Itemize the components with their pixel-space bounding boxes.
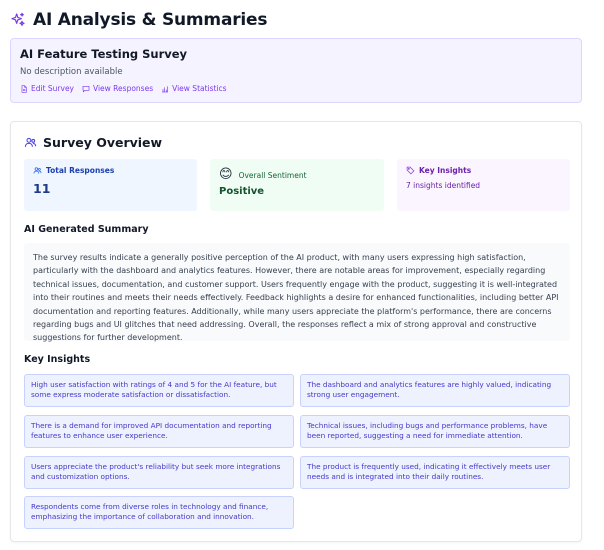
sentiment-value: Positive bbox=[219, 186, 265, 197]
ai-summary-heading: AI Generated Summary bbox=[24, 224, 149, 235]
document-icon bbox=[20, 85, 28, 93]
insight-item: There is a demand for improved API documentation and reporting features to enhance user experience. bbox=[24, 415, 294, 448]
key-insights-heading: Key Insights bbox=[24, 354, 91, 365]
key-insights-count: 7 insights identified bbox=[406, 181, 481, 190]
message-icon bbox=[82, 85, 90, 93]
survey-description: No description available bbox=[20, 67, 123, 77]
insight-item: Respondents come from diverse roles in technology and finance, emphasizing the importance of collaboration and innovation. bbox=[24, 496, 294, 529]
total-responses-label-row bbox=[33, 166, 188, 175]
survey-info-card bbox=[10, 38, 582, 103]
view-statistics-link[interactable] bbox=[161, 84, 226, 94]
tag-icon bbox=[406, 166, 415, 175]
key-insights-stat bbox=[397, 159, 570, 211]
page-title: AI Analysis & Summaries bbox=[33, 10, 268, 30]
view-responses-label: View Responses bbox=[93, 84, 154, 93]
survey-name: AI Feature Testing Survey bbox=[20, 47, 188, 61]
sparkles-icon bbox=[10, 12, 26, 28]
total-responses-stat bbox=[24, 159, 197, 211]
smiling-face-icon: 😊 bbox=[219, 167, 233, 182]
insight-item: Technical issues, including bugs and performance problems, have been reported, suggesting a need for immediate attention. bbox=[300, 415, 570, 448]
overview-header bbox=[24, 135, 162, 150]
survey-overview-card bbox=[10, 121, 582, 542]
sentiment-label: Overall Sentiment bbox=[238, 170, 307, 180]
total-responses-label: Total Responses bbox=[46, 166, 115, 175]
ai-summary-text: The survey results indicate a generally positive perception of the AI product, with many users expressing high satisfaction, particularly with the dashboard and analytics features. However, there are notable areas for improvement, especially regarding technical issues, documentation, and customer support. Users frequently engage with the product, suggesting it is well-integrated into their routines and meets their needs effectively. Feedback highlights a desire for enhanced functionalities, including better API documentation and reporting features. Additionally, while many users appreciate the platform's performance, there are concerns regarding bugs and UI glitches that need addressing. Overall, the responses reflect a mix of strong approval and constructive suggestions for further development. bbox=[24, 243, 570, 341]
edit-survey-link[interactable] bbox=[20, 84, 74, 94]
insight-item: The dashboard and analytics features are highly valued, indicating strong user engagement. bbox=[300, 374, 570, 407]
key-insights-label: Key Insights bbox=[419, 166, 472, 175]
survey-actions bbox=[20, 84, 572, 94]
insight-item: High user satisfaction with ratings of 4 and 5 for the AI feature, but some express moderate satisfaction or dissatisfaction. bbox=[24, 374, 294, 407]
insight-item: Users appreciate the product's reliability but seek more integrations and customization options. bbox=[24, 456, 294, 489]
insight-item: The product is frequently used, indicating it effectively meets user needs and is integrated into their daily routines. bbox=[300, 456, 570, 489]
key-insights-label-row bbox=[406, 166, 561, 175]
sentiment-label-row bbox=[219, 168, 375, 182]
view-statistics-label: View Statistics bbox=[172, 84, 227, 93]
overview-title: Survey Overview bbox=[43, 135, 163, 150]
total-responses-value: 11 bbox=[33, 181, 51, 196]
view-responses-link[interactable] bbox=[82, 84, 153, 94]
edit-survey-label: Edit Survey bbox=[31, 84, 74, 93]
page-header bbox=[10, 9, 267, 31]
overall-sentiment-stat bbox=[210, 159, 384, 211]
bar-chart-icon bbox=[161, 85, 169, 93]
users-icon bbox=[24, 136, 37, 149]
users-icon bbox=[33, 166, 42, 175]
